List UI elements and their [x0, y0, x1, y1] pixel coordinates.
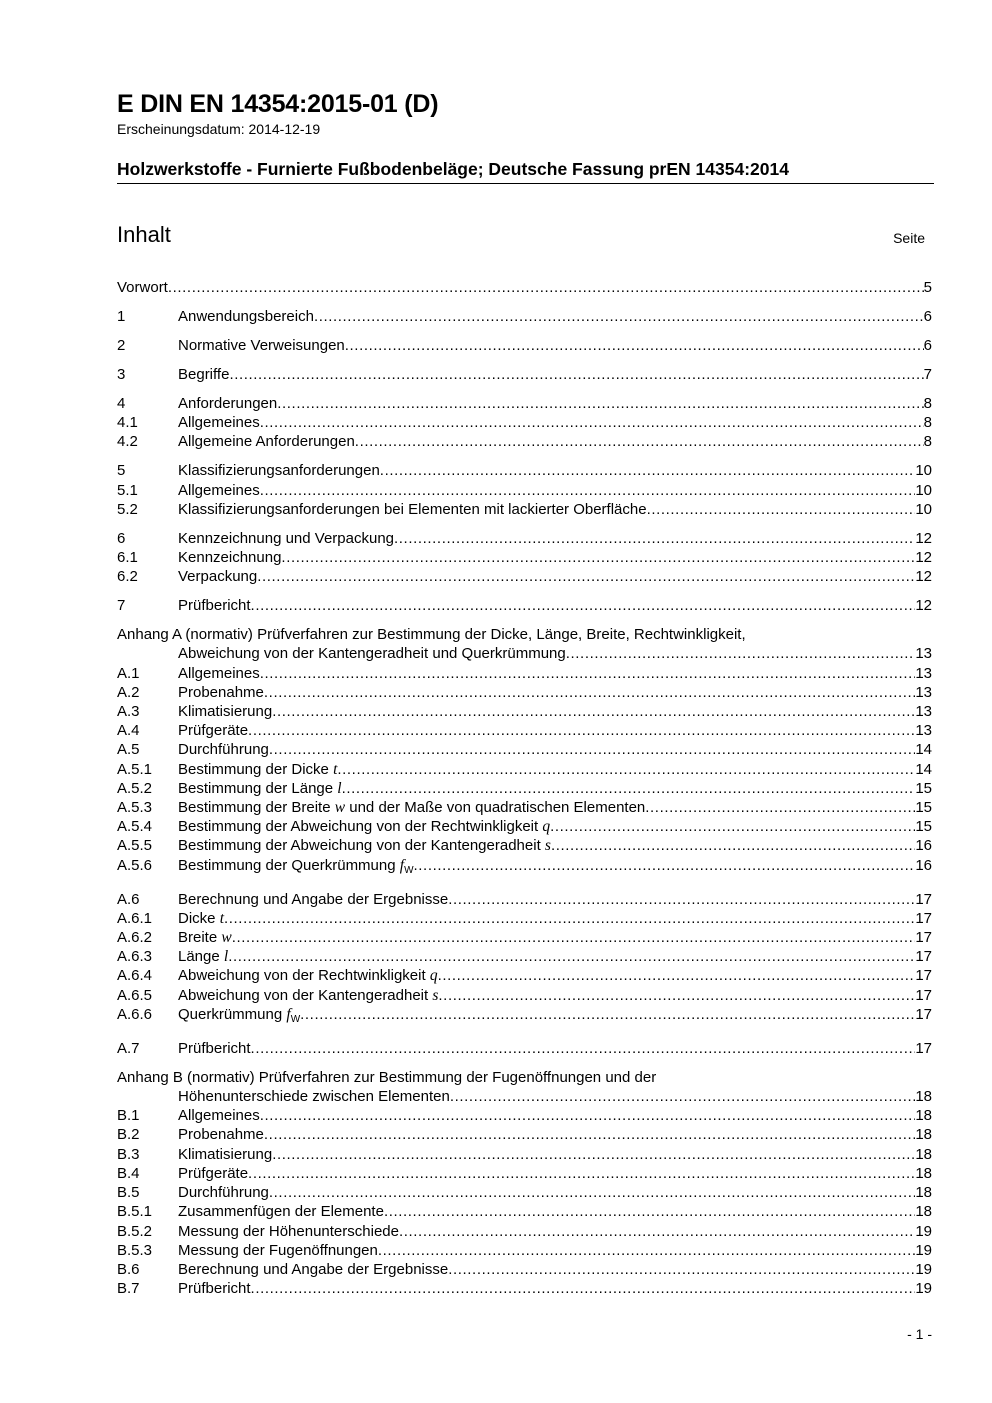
toc-page: 10	[915, 462, 932, 480]
toc-number: A.6.1	[117, 909, 153, 927]
toc-label: Probenahme	[178, 1126, 264, 1144]
toc-number: A.5.2	[117, 779, 153, 797]
toc-label: Bestimmung der Länge l	[178, 779, 342, 797]
symbol-variable: l	[337, 779, 342, 797]
symbol-variable: t	[333, 760, 338, 778]
toc-entry-a-6-3[interactable]	[117, 947, 932, 966]
toc-number: A.6.3	[117, 948, 153, 966]
toc-page: 19	[915, 1260, 932, 1278]
toc-entry-b-5-3[interactable]	[117, 1241, 932, 1260]
publication-date: Erscheinungsdatum: 2014-12-19	[117, 121, 321, 137]
toc-label: Länge l	[178, 948, 229, 966]
toc-page: 15	[915, 779, 932, 797]
toc-entry-a-5-6[interactable]	[117, 856, 932, 880]
toc-entry-a-5-5[interactable]	[117, 836, 932, 855]
toc-page: 17	[915, 909, 932, 927]
toc-entry-3[interactable]	[117, 365, 932, 384]
toc-label: Klimatisierung	[178, 703, 273, 721]
toc-page: 18	[915, 1126, 932, 1144]
toc-page: 18	[915, 1145, 932, 1163]
toc-page: 14	[915, 760, 932, 778]
leader-dots	[550, 817, 915, 836]
toc-page: 18	[915, 1164, 932, 1182]
toc-entry-a-2[interactable]	[117, 683, 932, 702]
toc-entry-a-6[interactable]	[117, 890, 932, 909]
toc-number: 4	[117, 395, 126, 412]
toc-entry-a-6-4[interactable]	[117, 966, 932, 985]
toc-label: Prüfgeräte	[178, 722, 249, 740]
leader-dots	[224, 909, 915, 928]
leader-dots	[342, 779, 916, 798]
toc-number: 1	[117, 308, 126, 325]
toc-page: 17	[915, 967, 932, 985]
toc-label: Bestimmung der Abweichung von der Kantengeradheit s	[178, 837, 551, 855]
toc-number: 6.2	[117, 568, 138, 586]
leader-dots	[248, 721, 915, 740]
toc-number: 5.2	[117, 500, 138, 518]
toc-number: A.5.6	[117, 856, 153, 874]
toc-number: A.2	[117, 683, 140, 701]
leader-dots	[448, 890, 915, 909]
toc-number: 4.1	[117, 414, 138, 432]
leader-dots	[251, 596, 916, 615]
toc-entry-b-1[interactable]	[117, 1106, 932, 1125]
toc-entry-4-1[interactable]	[117, 413, 932, 432]
table-of-contents	[117, 278, 932, 1298]
toc-entry-a-5-1[interactable]	[117, 760, 932, 779]
toc-label: Bestimmung der Querkrümmung $f_W$	[178, 856, 414, 876]
leader-dots	[378, 1241, 915, 1260]
toc-page: 18	[915, 1184, 932, 1202]
toc-label: Klassifizierungsanforderungen	[178, 462, 380, 480]
symbol-variable: s	[432, 986, 439, 1004]
document-title: Holzwerkstoffe - Furnierte Fußbodenbeläge; Deutsche Fassung prEN 14354:2014	[117, 159, 934, 184]
toc-page: 5	[923, 279, 932, 296]
toc-number: B.5.1	[117, 1203, 153, 1221]
toc-entry-b-5[interactable]	[117, 1183, 932, 1202]
toc-label: Anhang B (normativ) Prüfverfahren zur Bestimmung der Fugenöffnungen und der	[117, 1068, 657, 1086]
leader-dots	[384, 1202, 915, 1221]
toc-label: Messung der Fugenöffnungen	[178, 1241, 378, 1259]
toc-entry-b-2[interactable]	[117, 1125, 932, 1144]
toc-number: 7	[117, 597, 126, 615]
leader-dots	[232, 928, 916, 947]
symbol-variable: $f_W$	[286, 1005, 301, 1025]
leader-dots	[380, 461, 916, 480]
leader-dots	[257, 567, 915, 586]
symbol-variable: t	[219, 909, 224, 927]
toc-label: Kennzeichnung	[178, 549, 282, 567]
toc-number: B.7	[117, 1280, 140, 1298]
toc-label: Prüfbericht	[178, 1280, 251, 1298]
leader-dots	[438, 966, 916, 985]
symbol-variable: q	[429, 967, 438, 985]
toc-entry-a-4[interactable]	[117, 721, 932, 740]
leader-dots	[264, 683, 915, 702]
toc-label: Klassifizierungsanforderungen bei Elementen mit lackierter Oberfläche	[178, 500, 647, 518]
toc-label: Klimatisierung	[178, 1145, 273, 1163]
toc-label: Vorwort	[117, 279, 168, 296]
leader-dots	[260, 481, 916, 500]
toc-entry-a-6-6[interactable]	[117, 1005, 932, 1029]
toc-page: 15	[915, 799, 932, 817]
toc-number: A.5.3	[117, 799, 153, 817]
toc-entry-5-2[interactable]	[117, 500, 932, 519]
toc-page: 17	[915, 986, 932, 1004]
toc-label: Allgemeines	[178, 414, 260, 432]
toc-entry-a-6-2[interactable]	[117, 928, 932, 947]
toc-number: A.6.2	[117, 929, 153, 947]
toc-page: 13	[915, 645, 932, 663]
leader-dots	[551, 836, 915, 855]
toc-number: 3	[117, 366, 126, 383]
symbol-variable: w	[221, 929, 232, 947]
toc-label: Prüfgeräte	[178, 1164, 249, 1182]
symbol-variable: s	[544, 837, 551, 855]
toc-entry-b-6[interactable]	[117, 1260, 932, 1279]
toc-number: A.6.4	[117, 967, 153, 985]
toc-number: A.6	[117, 890, 140, 908]
toc-number: 6	[117, 529, 126, 547]
toc-page: 8	[923, 414, 932, 432]
symbol-variable: w	[334, 799, 346, 817]
toc-label: Bestimmung der Dicke t	[178, 760, 338, 778]
leader-dots	[272, 702, 915, 721]
toc-entry-5[interactable]	[117, 461, 932, 480]
toc-entry-6[interactable]	[117, 529, 932, 548]
toc-entry-4-2[interactable]	[117, 432, 932, 451]
toc-label: Bestimmung der Abweichung von der Rechtwinkligkeit q	[178, 818, 551, 836]
toc-entry-a-6-1[interactable]	[117, 909, 932, 928]
toc-label: Abweichung von der Kantengeradheit s	[178, 986, 439, 1004]
toc-page: 17	[915, 1005, 932, 1023]
leader-dots	[450, 1087, 915, 1106]
toc-number: A.5.1	[117, 760, 153, 778]
leader-dots	[260, 413, 924, 432]
toc-annex-b-heading[interactable]	[117, 1068, 932, 1087]
leader-dots	[281, 548, 915, 567]
leader-dots	[345, 336, 924, 355]
toc-page: 12	[915, 529, 932, 547]
toc-page: 13	[915, 703, 932, 721]
toc-page: 10	[915, 481, 932, 499]
symbol-variable: q	[542, 818, 551, 836]
toc-number: 5.1	[117, 481, 138, 499]
toc-label: Anhang A (normativ) Prüfverfahren zur Bestimmung der Dicke, Länge, Breite, Rechtwinkligkeit,	[117, 626, 746, 644]
toc-label: Allgemeine Anforderungen	[178, 433, 355, 451]
toc-entry-a-5-2[interactable]	[117, 779, 932, 798]
leader-dots	[272, 1145, 915, 1164]
toc-page: 14	[915, 741, 932, 759]
toc-entry-a-5-3[interactable]	[117, 798, 932, 817]
toc-number: B.2	[117, 1126, 140, 1144]
toc-number: B.4	[117, 1164, 140, 1182]
symbol-variable: $f_W$	[399, 856, 414, 876]
toc-number: B.1	[117, 1107, 140, 1125]
toc-page: 17	[915, 1039, 932, 1057]
toc-annex-a-heading-cont[interactable]	[117, 644, 932, 663]
toc-number: A.7	[117, 1039, 140, 1057]
leader-dots	[337, 760, 915, 779]
toc-entry-b-3[interactable]	[117, 1145, 932, 1164]
toc-entry-4[interactable]	[117, 394, 932, 413]
toc-page: 6	[923, 337, 932, 354]
leader-dots	[645, 798, 915, 817]
toc-label: Allgemeines	[178, 1107, 260, 1125]
toc-entry-b-5-1[interactable]	[117, 1202, 932, 1221]
leader-dots	[355, 432, 924, 451]
toc-page: 18	[915, 1107, 932, 1125]
toc-page: 8	[923, 395, 932, 412]
toc-annex-a-heading[interactable]	[117, 625, 932, 644]
toc-page: 12	[915, 568, 932, 586]
toc-page: 19	[915, 1222, 932, 1240]
toc-number: A.6.6	[117, 1005, 153, 1023]
toc-number: A.5	[117, 741, 140, 759]
toc-entry-vorwort[interactable]	[117, 278, 932, 297]
toc-page: 12	[915, 549, 932, 567]
leader-dots	[229, 365, 923, 384]
toc-number: B.5.3	[117, 1241, 153, 1259]
toc-label: Verpackung	[178, 568, 258, 586]
page-number: - 1 -	[907, 1326, 932, 1342]
toc-entry-b-4[interactable]	[117, 1164, 932, 1183]
toc-label: Kennzeichnung und Verpackung	[178, 529, 395, 547]
toc-entry-6-1[interactable]	[117, 548, 932, 567]
leader-dots	[300, 1005, 915, 1024]
toc-label: Begriffe	[178, 366, 230, 383]
leader-dots	[414, 856, 916, 875]
toc-number: A.5.5	[117, 837, 153, 855]
toc-label: Normative Verweisungen	[178, 337, 345, 354]
toc-page: 18	[915, 1088, 932, 1106]
toc-label: Dicke t	[178, 909, 224, 927]
toc-page: 17	[915, 948, 932, 966]
toc-label: Berechnung und Angabe der Ergebnisse	[178, 890, 449, 908]
toc-entry-a-5[interactable]	[117, 740, 932, 759]
toc-entry-b-7[interactable]	[117, 1279, 932, 1298]
toc-label: Anwendungsbereich	[178, 308, 314, 325]
toc-entry-a-5-4[interactable]	[117, 817, 932, 836]
leader-dots	[260, 664, 916, 683]
toc-page: 10	[915, 500, 932, 518]
toc-label: Querkrümmung $f_W$	[178, 1005, 301, 1025]
toc-entry-b-5-2[interactable]	[117, 1222, 932, 1241]
toc-number: B.5	[117, 1184, 140, 1202]
document-id: E DIN EN 14354:2015-01 (D)	[117, 90, 439, 118]
leader-dots	[168, 278, 924, 297]
toc-page: 13	[915, 722, 932, 740]
toc-number: A.1	[117, 664, 140, 682]
toc-entry-a-3[interactable]	[117, 702, 932, 721]
toc-entry-1[interactable]	[117, 307, 932, 326]
toc-annex-b-heading-cont[interactable]	[117, 1087, 932, 1106]
toc-number: 5	[117, 462, 126, 480]
toc-page: 19	[915, 1241, 932, 1259]
toc-number: A.6.5	[117, 986, 153, 1004]
toc-label: Allgemeines	[178, 481, 260, 499]
toc-label: Höhenunterschiede zwischen Elementen	[178, 1088, 450, 1106]
toc-label: Allgemeines	[178, 664, 260, 682]
toc-number: B.6	[117, 1260, 140, 1278]
toc-label: Probenahme	[178, 683, 264, 701]
toc-label: Anforderungen	[178, 395, 278, 412]
leader-dots	[438, 986, 915, 1005]
toc-entry-a-6-5[interactable]	[117, 986, 932, 1005]
leader-dots	[269, 1183, 915, 1202]
leader-dots	[448, 1260, 915, 1279]
toc-page: 13	[915, 683, 932, 701]
toc-page: 15	[915, 818, 932, 836]
leader-dots	[566, 644, 916, 663]
toc-page: 16	[915, 837, 932, 855]
leader-dots	[269, 740, 915, 759]
toc-entry-5-1[interactable]	[117, 481, 932, 500]
leader-dots	[314, 307, 924, 326]
toc-number: A.4	[117, 722, 140, 740]
leader-dots	[264, 1125, 915, 1144]
toc-page: 13	[915, 664, 932, 682]
leader-dots	[399, 1222, 915, 1241]
toc-page: 7	[923, 366, 932, 383]
toc-page: 8	[923, 433, 932, 451]
toc-page: 19	[915, 1280, 932, 1298]
toc-label: Abweichung von der Rechtwinkligkeit q	[178, 967, 438, 985]
toc-number: 6.1	[117, 549, 138, 567]
leader-dots	[394, 529, 915, 548]
leader-dots	[277, 394, 923, 413]
leader-dots	[228, 947, 915, 966]
toc-number: A.3	[117, 703, 140, 721]
toc-number: 2	[117, 337, 126, 354]
toc-entry-7[interactable]	[117, 596, 932, 615]
toc-label: Breite w	[178, 929, 232, 947]
leader-dots	[647, 500, 916, 519]
toc-number: B.5.2	[117, 1222, 153, 1240]
toc-number: A.5.4	[117, 818, 153, 836]
contents-heading: Inhalt	[117, 222, 171, 247]
toc-page: 16	[915, 856, 932, 874]
leader-dots	[248, 1164, 915, 1183]
symbol-variable: l	[223, 948, 229, 966]
toc-page: 6	[923, 308, 932, 325]
toc-label: Zusammenfügen der Elemente	[178, 1203, 384, 1221]
toc-number: B.3	[117, 1145, 140, 1163]
toc-page: 18	[915, 1203, 932, 1221]
leader-dots	[260, 1106, 916, 1125]
toc-entry-6-2[interactable]	[117, 567, 932, 586]
page-column-label: Seite	[893, 230, 925, 246]
toc-page: 12	[915, 597, 932, 615]
toc-label: Bestimmung der Breite w und der Maße von quadratischen Elementen	[178, 799, 646, 817]
toc-number: 4.2	[117, 433, 138, 451]
toc-page: 17	[915, 890, 932, 908]
toc-label: Durchführung	[178, 741, 269, 759]
toc-page: 17	[915, 929, 932, 947]
toc-entry-2[interactable]	[117, 336, 932, 355]
toc-label: Messung der Höhenunterschiede	[178, 1222, 399, 1240]
toc-label: Berechnung und Angabe der Ergebnisse	[178, 1260, 449, 1278]
toc-label: Abweichung von der Kantengeradheit und Querkrümmung	[178, 645, 566, 663]
toc-label: Prüfbericht	[178, 1039, 251, 1057]
leader-dots	[251, 1039, 916, 1058]
toc-entry-a-1[interactable]	[117, 664, 932, 683]
leader-dots	[251, 1279, 916, 1298]
toc-entry-a-7[interactable]	[117, 1039, 932, 1058]
toc-label: Prüfbericht	[178, 597, 251, 615]
toc-label: Durchführung	[178, 1184, 269, 1202]
